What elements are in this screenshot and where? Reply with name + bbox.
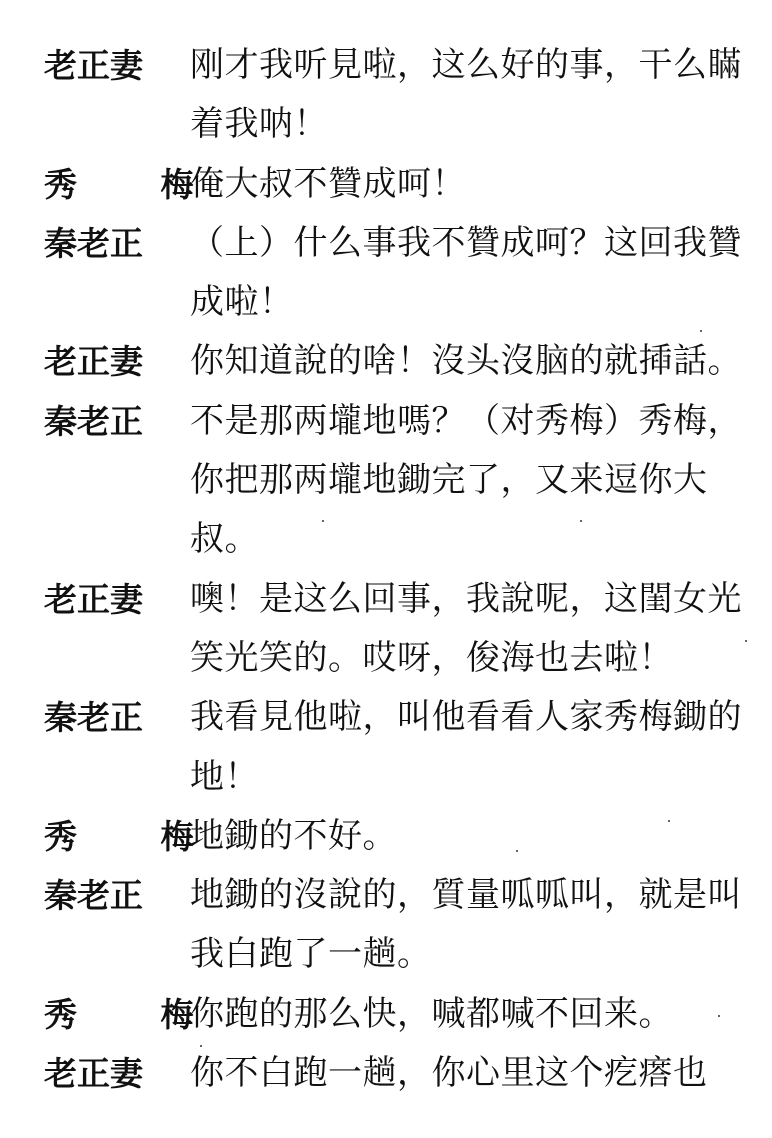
dialogue-line: 噢！是这么回事，我說呢，这閨女光笑光笑的。哎呀，俊海也去啦！ [190,578,742,678]
dialogue-line: 你不白跑一趟，你心里这个疙瘩也 [190,1053,708,1094]
scan-speck [718,1015,720,1017]
dialogue-line: 你知道說的啥！沒头沒脑的就揷話。 [190,341,742,382]
scan-speck [322,520,324,522]
dialogue-block [44,36,744,1103]
speaker-name: 秦老正 [44,698,143,738]
dialogue-line: 刚才我听見啦，这么好的事，干么瞞着我呐！ [190,45,742,145]
speaker-name: 老正妻 [44,1054,143,1094]
scan-speck [200,1045,202,1047]
dialogue-line: 我看見他啦，叫他看看人家秀梅鋤的地！ [190,697,742,797]
dialogue-line: 地鋤的沒說的，質量呱呱叫，就是叫我白跑了一趟。 [190,875,742,975]
speaker-name: 老正妻 [44,46,143,85]
speaker-name: 老正妻 [44,342,143,382]
speaker-name: 秦老正 [44,223,143,263]
dialogue-line: （上）什么事我不贊成呵？这回我贊成啦！ [190,222,742,323]
dialogue-line: 俺大叔不贊成呵！ [190,163,466,204]
speaker-name: 秦老正 [44,401,143,441]
dialogue-line: 不是那两壠地嗎？（对秀梅）秀梅，你把那两壠地鋤完了，又来逗你大叔。 [190,400,742,560]
speaker-name: 秦老正 [44,876,143,916]
scan-speck [580,520,582,522]
speaker-name: 秀 梅 [44,164,230,204]
scan-speck [516,850,518,852]
speaker-name: 秀 梅 [44,816,230,856]
dialogue-line: 地鋤的不好。 [190,815,397,856]
scan-speck [700,330,702,332]
scan-speck [668,820,670,822]
dialogue-line: 你跑的那么快，喊都喊不回来。 [190,993,673,1034]
speaker-name: 秀 梅 [44,994,230,1034]
speaker-name: 老正妻 [44,579,143,619]
scan-speck [745,640,747,642]
